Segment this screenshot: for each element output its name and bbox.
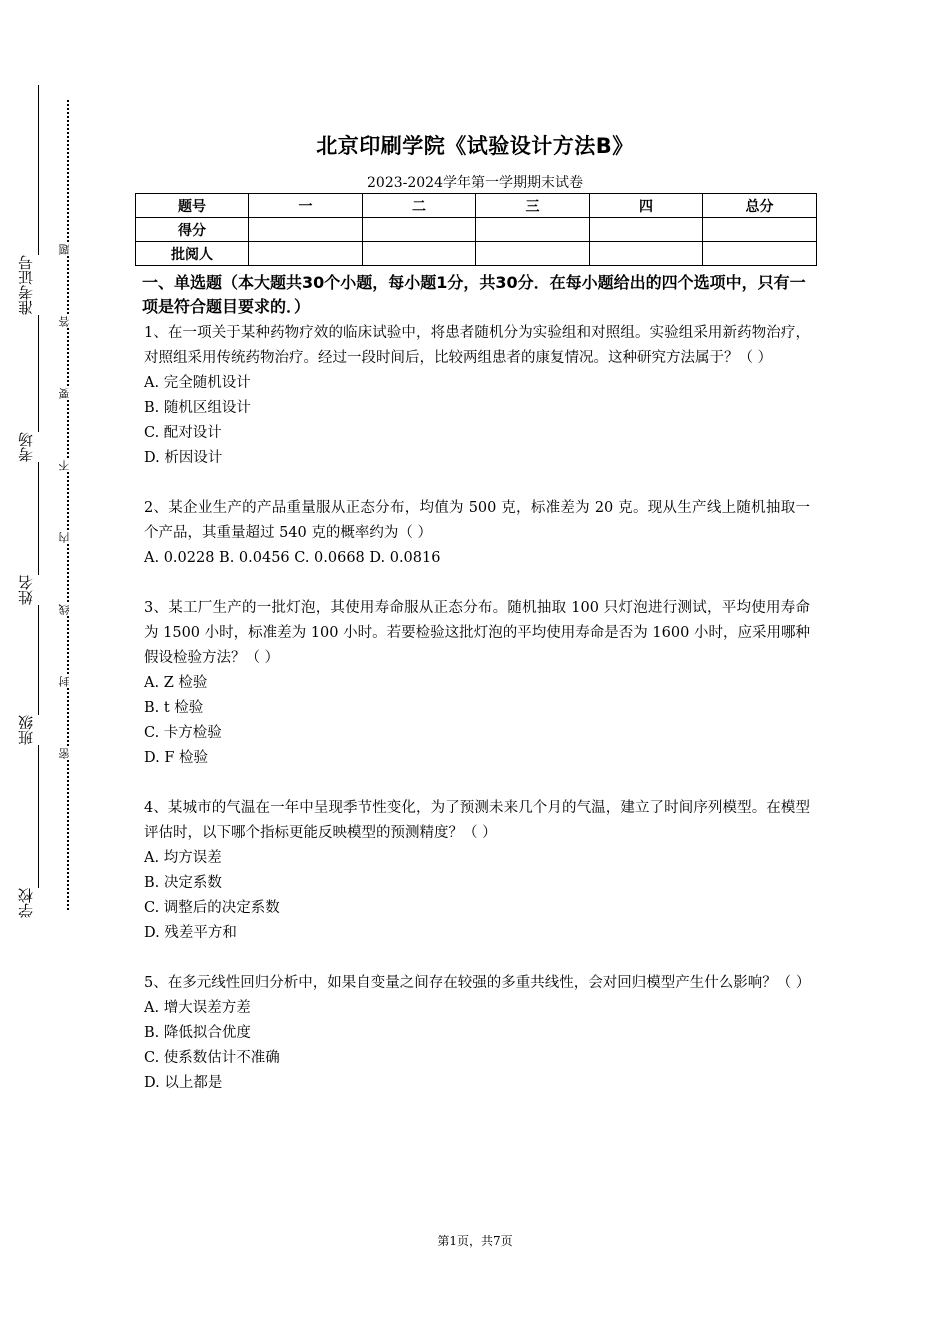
question-1 — [144, 321, 810, 471]
score-table-header-row — [136, 194, 817, 218]
seal-word: 封 — [59, 676, 75, 687]
option-a: A. 均方误差 — [144, 850, 222, 866]
question-text: 1、在一项关于某种药物疗效的临床试验中，将患者随机分为实验组和对照组。实验组采用新药物治疗，对照组采用传统药物治疗。经过一段时间后，比较两组患者的康复情况。这种研究方法属于？（ ） — [144, 325, 810, 366]
exam-id-label: 准考证号 — [18, 255, 48, 315]
question-2 — [144, 496, 810, 571]
option-c: C. 调整后的决定系数 — [144, 900, 280, 916]
option-b: B. 随机区组设计 — [144, 400, 251, 416]
option-d: D. 析因设计 — [144, 450, 223, 466]
score-table-header-cell: 二 — [363, 194, 476, 218]
exam-title: 北京印刷学院《试验设计方法B》 — [316, 134, 634, 158]
score-cell — [249, 218, 363, 242]
option-c: C. 配对设计 — [144, 425, 222, 441]
seal-word: 答 — [59, 316, 75, 327]
exam-room-label: 考场 — [18, 432, 48, 462]
options-inline: A. 0.0228 B. 0.0456 C. 0.0668 D. 0.0816 — [144, 550, 441, 566]
section-title: 一、单选题（本大题共30个小题，每小题1分，共30分．在每小题给出的四个选项中，只有一项是符合题目要求的．） — [142, 273, 806, 316]
grader-cell — [249, 242, 363, 266]
seal-word: 题 — [59, 244, 75, 255]
binding-line — [38, 85, 39, 915]
exam-subtitle: 2023-2024学年第一学期期末试卷 — [367, 175, 583, 191]
option-d: D. 以上都是 — [144, 1075, 223, 1091]
seal-word: 密 — [59, 748, 75, 759]
option-c: C. 卡方检验 — [144, 725, 222, 741]
seal-word: 不 — [59, 460, 75, 471]
seal-word: 内 — [59, 532, 75, 543]
score-table-header-cell: 总分 — [703, 194, 817, 218]
score-table — [135, 193, 817, 266]
option-a: A. 增大误差方差 — [144, 1000, 251, 1016]
grader-cell — [590, 242, 703, 266]
option-b: B. 决定系数 — [144, 875, 222, 891]
grader-cell — [476, 242, 590, 266]
seal-word: 要 — [59, 388, 75, 399]
seal-dotted-line — [67, 100, 69, 910]
score-row-label: 得分 — [136, 218, 249, 242]
score-cell — [363, 218, 476, 242]
score-table-header-cell: 题号 — [136, 194, 249, 218]
grader-cell — [703, 242, 817, 266]
option-b: B. t 检验 — [144, 700, 204, 716]
option-c: C. 使系数估计不准确 — [144, 1050, 280, 1066]
question-3 — [144, 596, 810, 771]
school-label: 学校 — [18, 888, 48, 918]
grader-row-label: 批阅人 — [136, 242, 249, 266]
seal-word: 线 — [59, 604, 75, 615]
score-table-header-cell: 一 — [249, 194, 363, 218]
score-row — [136, 218, 817, 242]
option-a: A. Z 检验 — [144, 675, 208, 691]
score-cell — [590, 218, 703, 242]
question-5 — [144, 971, 810, 1096]
question-text: 4、某城市的气温在一年中呈现季节性变化，为了预测未来几个月的气温，建立了时间序列模型。在模型评估时，以下哪个指标更能反映模型的预测精度？（ ） — [144, 800, 810, 841]
name-label: 姓名 — [18, 575, 48, 605]
question-text: 5、在多元线性回归分析中，如果自变量之间存在较强的多重共线性，会对回归模型产生什么影响？（ ） — [144, 975, 811, 991]
page-footer: 第1页，共7页 — [437, 1234, 513, 1248]
grader-cell — [363, 242, 476, 266]
question-text: 3、某工厂生产的一批灯泡，其使用寿命服从正态分布。随机抽取 100 只灯泡进行测试，平均使用寿命为 1500 小时，标准差为 100 小时。若要检验这批灯泡的平均使用寿命是否为 1600 小时，应采用哪种假设检验方法？（ ） — [144, 600, 810, 666]
option-b: B. 降低拟合优度 — [144, 1025, 251, 1041]
option-a: A. 完全随机设计 — [144, 375, 251, 391]
score-cell — [476, 218, 590, 242]
option-d: D. 残差平方和 — [144, 925, 237, 941]
class-label: 班级 — [18, 715, 48, 745]
question-text: 2、某企业生产的产品重量服从正态分布，均值为 500 克，标准差为 20 克。现从生产线上随机抽取一个产品，其重量超过 540 克的概率约为（ ） — [144, 500, 810, 541]
score-table-header-cell: 四 — [590, 194, 703, 218]
score-table-header-cell: 三 — [476, 194, 590, 218]
exam-content — [144, 271, 810, 1121]
grader-row — [136, 242, 817, 266]
option-d: D. F 检验 — [144, 750, 208, 766]
score-cell — [703, 218, 817, 242]
question-4 — [144, 796, 810, 946]
